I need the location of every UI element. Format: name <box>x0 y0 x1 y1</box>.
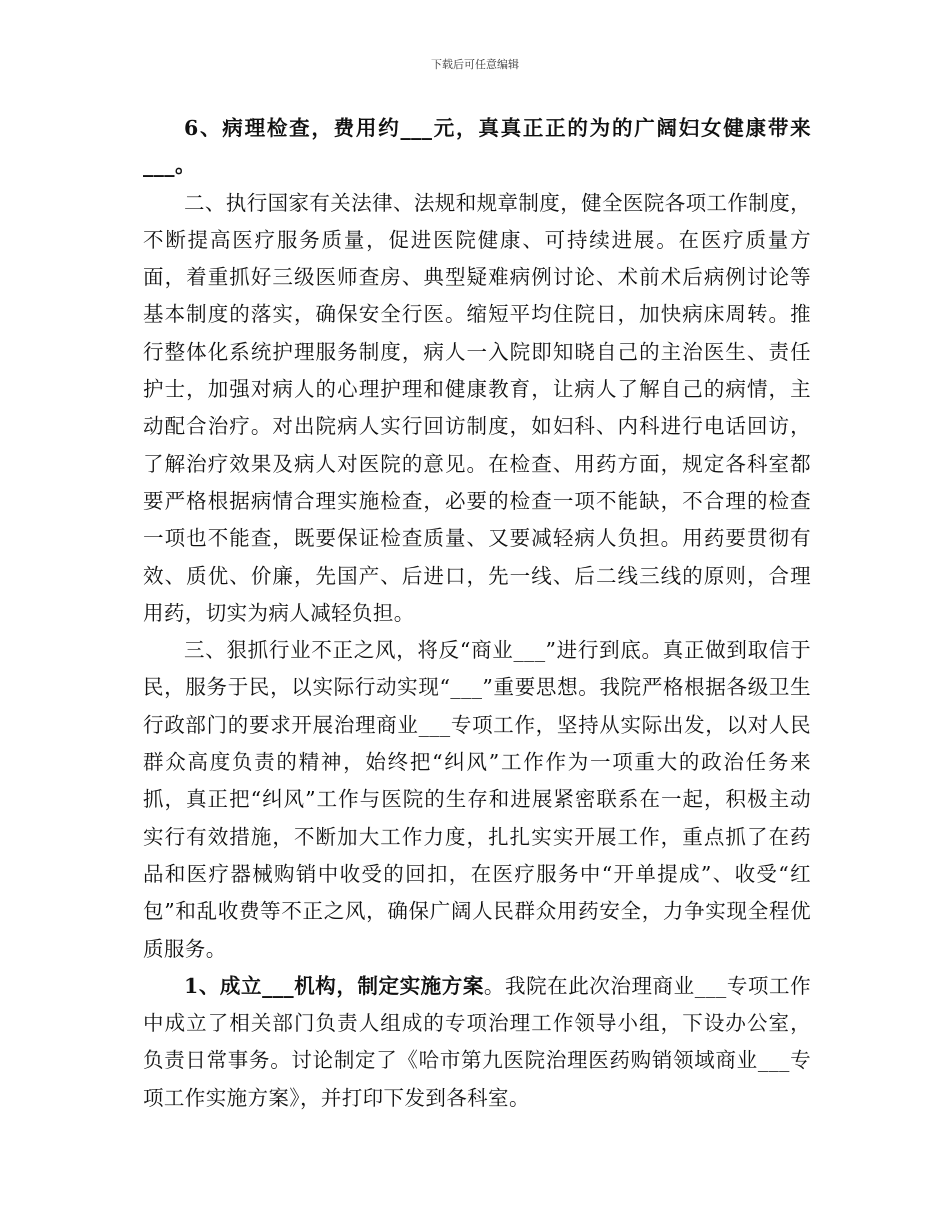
paragraph-heading: 6、病理检查，费用约___元，真真正正的为的广阔妇女健康带来___。 <box>143 116 811 178</box>
paragraph-text: 。我院在此次治理商业___专项工作中成立了相关部门负责人组成的专项治理工作领导小组，下设办公室，负责日常事务。讨论制定了《哈市第九医院治理医药购销领域商业___专项工作实施方案》，并打印下发到各科室。 <box>143 973 811 1110</box>
paragraph-item-1 <box>143 968 811 1117</box>
paragraph-text: 二、执行国家有关法律、法规和规章制度，健全医院各项工作制度，不断提高医疗服务质量，促进医院健康、可持续进展。在医疗质量方面，着重抓好三级医师查房、典型疑难病例讨论、术前术后病例讨论等基本制度的落实，确保安全行医。缩短平均住院日，加快病床周转。推行整体化系统护理服务制度，病人一入院即知晓自己的主治医生、责任护士，加强对病人的心理护理和健康教育，让病人了解自己的病情，主动配合治疗。对出院病人实行回访制度，如妇科、内科进行电话回访，了解治疗效果及病人对医院的意见。在检查、用药方面，规定各科室都要严格根据病情合理实施检查，必要的检查一项不能缺，不合理的检查一项也不能查，既要保证检查质量、又要减轻病人负担。用药要贯彻有效、质优、价廉，先国产、后进口，先一线、后二线三线的原则，合理用药，切实为病人减轻负担。 <box>143 190 811 625</box>
paragraph-section-2 <box>143 185 811 633</box>
paragraph-section-3 <box>143 632 811 968</box>
document-body <box>143 110 811 1117</box>
page-header: 下载后可任意编辑 <box>431 58 519 71</box>
paragraph-text: 三、狠抓行业不正之风，将反“商业___”进行到底。真正做到取信于民，服务于民，以实际行动实现“___”重要思想。我院严格根据各级卫生行政部门的要求开展治理商业___专项工作，坚持从实际出发，以对人民群众高度负责的精神，始终把“纠风”工作作为一项重大的政治任务来抓，真正把“纠风”工作与医院的生存和进展紧密联系在一起，积极主动实行有效措施，不断加大工作力度，扎扎实实开展工作，重点抓了在药品和医疗器械购销中收受的回扣，在医疗服务中“开单提成”、收受“红包”和乱收费等不正之风，确保广阔人民群众用药安全，力争实现全程优质服务。 <box>143 638 811 961</box>
paragraph-heading: 1、成立___机构，制定实施方案 <box>184 973 484 998</box>
paragraph-item-6 <box>143 110 811 185</box>
